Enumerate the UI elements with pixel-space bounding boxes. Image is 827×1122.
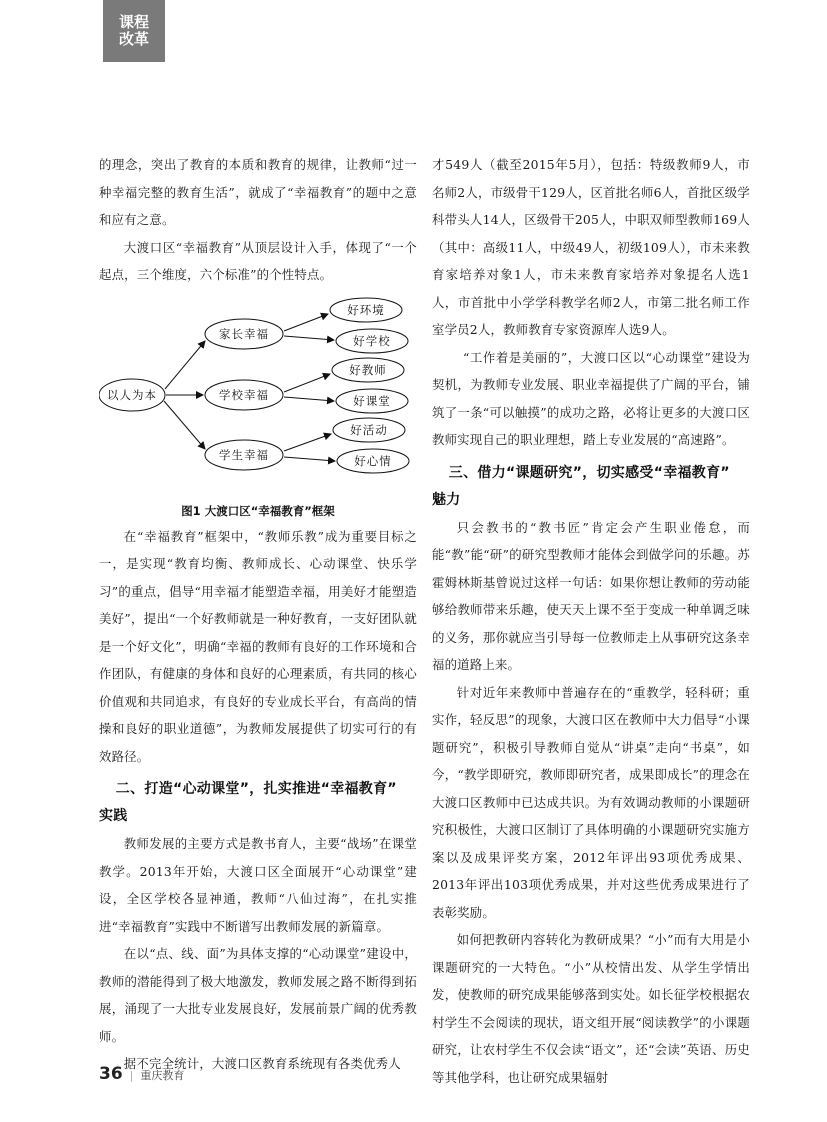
paragraph: 在以“点、线、面”为具体支撑的“心动课堂”建设中，教师的潜能得到了极大地激发，教师发展之路不断得到拓展，涌现了一大批专业发展良好，发展前景广阔的优秀教师。	[99, 946, 417, 1044]
edge	[284, 314, 328, 331]
node-environment-label: 好环境	[347, 302, 385, 317]
footer-separator: |	[129, 1069, 134, 1082]
page-number: 36	[99, 1064, 123, 1084]
edge	[165, 341, 205, 389]
section-heading-line2: 魅力	[432, 491, 461, 508]
paragraph: “工作着是美丽的”，大渡口区以“心动课堂”建设为契机，为教师专业发展、职业幸福提供了广阔的平台，铺筑了一条“可以触摸”的成功之路，必将让更多的大渡口区教师实现自己的职业理想，踏上专业发展的“高速路”。	[432, 349, 750, 447]
node-student-label: 学生幸福	[219, 447, 269, 462]
node-activity-label: 好活动	[350, 422, 388, 437]
edge	[284, 434, 331, 451]
paragraph: 针对近年来教师中普遍存在的“重教学，轻科研；重实作，轻反思”的现象，大渡口区在教师中大力倡导“小课题研究”，积极引导教师自觉从“讲桌”走向“书桌”，如今，“教学即研究，教师即研究者，成果即成长”的理念在大渡口区教师中已达成共识。为有效调动教师的小课题研究积极性，大渡口区制订了具体明确的小课题研究实施方案以及成果评奖方案，2012年评出93项优秀成果、2013年评出103项优秀成果，并对这些优秀成果进行了表彰奖励。	[432, 684, 750, 920]
paragraph: 在“幸福教育”框架中，“教师乐教”成为重要目标之一，是实现“教育均衡、教师成长、心动课堂、快乐学习”的重点，倡导“用幸福才能塑造幸福，用美好才能塑造美好”，提出“一个好教师就是一种好教育，一支好团队就是一个好文化”，明确“幸福的教师有良好的工作环境和合作团队，有健康的身体和良好的心理素质，有共同的核心价值观和共同追求，有良好的专业成长平台，有高尚的情操和良好的职业道德”，为教师发展提供了切实可行的有效路径。	[99, 528, 417, 764]
paragraph: 才549人（截至2015年5月），包括：特级教师9人，市名师2人，市级骨干129人，区首批名师6人，首批区级学科带头人14人，区级骨干205人，中职双师型教师169人（其中：高级11人，中级49人，初级109人），市未来教育家培养对象1人，市未来教育家培养对象提名人选1人，市首批中小学学科教学名师2人，市第二批名师工作室学员2人，教师教育专家资源库人选9人。	[432, 157, 750, 337]
node-teacher-label: 好教师	[349, 362, 387, 377]
edge	[164, 401, 205, 449]
page-footer	[99, 1064, 184, 1084]
node-family-label: 家长幸福	[219, 326, 269, 341]
paragraph: 据不完全统计，大渡口区教育系统现有各类优秀人	[123, 1056, 401, 1071]
section-heading	[99, 776, 417, 830]
paragraph: 的理念，突出了教育的本质和教育的规律，让教师“过一种幸福完整的教育生活”，就成了“幸福教育”的题中之意和应有之意。	[99, 157, 417, 227]
paragraph: 只会教书的“教书匠”肯定会产生职业倦怠，而能“教”能“研”的研究型教师才能体会到做学问的乐趣。苏霍姆林斯基曾说过这样一句话：如果你想让教师的劳动能够给教师带来乐趣，使天天上课不至于变成一种单调乏味的义务，那你就应当引导每一位教师走上从事研究这条幸福的道路上来。	[432, 519, 750, 672]
section-tab	[103, 0, 165, 62]
right-column	[432, 151, 750, 1091]
section-tab-label: 课程 改革	[118, 13, 149, 48]
section-heading	[432, 460, 750, 514]
edge	[284, 397, 334, 401]
section-heading-line1: 二、打造“心动课堂”，扎实推进“幸福教育”	[115, 781, 397, 797]
edge	[284, 457, 335, 461]
node-mood-label: 好心情	[354, 453, 392, 468]
node-classroom-label: 好课堂	[353, 393, 391, 408]
journal-name: 重庆教育	[140, 1069, 185, 1082]
node-school-label: 学校幸福	[219, 387, 269, 402]
edge	[284, 374, 330, 392]
framework-figure	[99, 297, 417, 489]
left-column	[99, 151, 417, 1078]
node-good-school-label: 好学校	[353, 333, 391, 348]
edge	[284, 336, 334, 340]
paragraph: 大渡口区“幸福教育”从顶层设计入手，体现了“一个起点，三个维度，六个标准”的个性特点。	[99, 239, 417, 282]
section-heading-line1: 三、借力“课题研究”，切实感受“幸福教育”	[448, 464, 730, 481]
paragraph: 如何把教研内容转化为教研成果？“小”而有大用是小课题研究的一大特色。“小”从校情出发、从学生学情出发，使教师的研究成果能够落到实处。如长征学校根据农村学生不会阅读的现状，语文组开展“阅读教学”的小课题研究，让农村学生不仅会读“语文”，还“会读”英语、历史等其他学科，也让研究成果辐射	[432, 932, 750, 1085]
node-root-label: 以人为本	[107, 387, 157, 402]
section-heading-line2: 实践	[99, 808, 128, 824]
paragraph: 教师发展的主要方式是教书育人，主要“战场”在课堂教学。2013年开始，大渡口区全面展开“心动课堂”建设，全区学校各显神通，教师“八仙过海”，在扎实推进“幸福教育”实践中不断谱写出教师发展的新篇章。	[99, 836, 417, 934]
figure-caption: 图1 大渡口区“幸福教育”框架	[181, 503, 335, 518]
